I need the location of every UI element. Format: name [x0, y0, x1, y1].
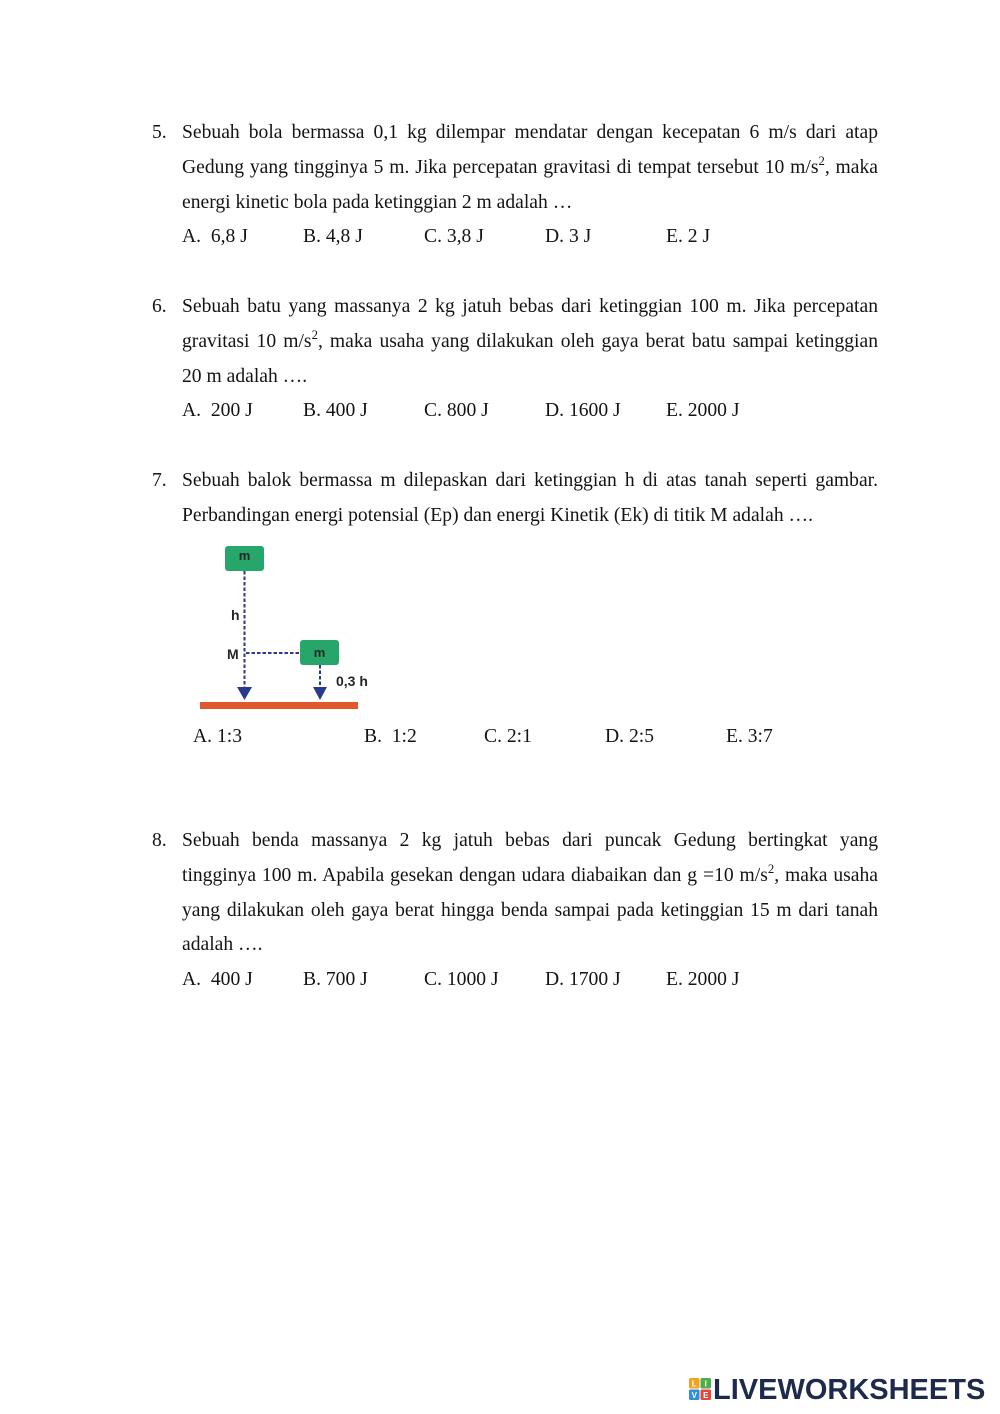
option-e[interactable]: E. 2 J — [666, 226, 711, 248]
ground — [200, 702, 358, 709]
answer-options — [182, 220, 878, 255]
question-number: 5. — [152, 122, 167, 143]
answer-options — [182, 394, 878, 429]
top-block-label: m — [238, 548, 251, 563]
question-text-line: Sebuah benda massanya 2 kg jatuh bebas dari puncak Gedung bertingkat yang — [182, 830, 878, 851]
option-a[interactable]: A. 1:3 — [193, 726, 242, 747]
question-text-line — [182, 859, 878, 894]
side-block-label: m — [313, 645, 326, 660]
height-label: h — [231, 607, 240, 623]
option-c[interactable]: C. 3,8 J — [424, 226, 484, 248]
side-arrowhead — [313, 687, 327, 700]
point-m-label: M — [227, 646, 239, 662]
answer-options — [182, 720, 878, 755]
option-b[interactable]: B. 700 J — [303, 969, 368, 991]
option-e[interactable]: E. 2000 J — [666, 969, 740, 991]
option-a[interactable]: A. 400 J — [182, 969, 253, 991]
question-body — [182, 290, 878, 429]
text-segment: , maka usaha — [774, 864, 878, 886]
option-b[interactable]: B. 1:2 — [364, 726, 417, 747]
option-a[interactable]: A. 200 J — [182, 400, 253, 422]
option-b[interactable]: B. 4,8 J — [303, 226, 363, 248]
side-height-label: 0,3 h — [336, 673, 368, 689]
fall-arrowhead — [237, 687, 252, 700]
energy-diagram — [195, 540, 385, 715]
question-text-line: yang dilakukan oleh gaya berat hingga benda sampai pada ketinggian 15 m dari tanah — [182, 899, 878, 921]
superscript: 2 — [767, 862, 775, 877]
question-text-line: Sebuah balok bermassa m dilepaskan dari ketinggian h di atas tanah seperti gambar. — [182, 470, 878, 491]
logo-tile-letter: E — [703, 1390, 709, 1400]
option-e[interactable]: E. 2000 J — [666, 400, 740, 422]
option-c[interactable]: C. 2:1 — [484, 726, 532, 747]
option-c[interactable]: C. 1000 J — [424, 969, 499, 991]
question-text-line — [182, 325, 878, 360]
option-d[interactable]: D. 1700 J — [545, 969, 621, 991]
question-text-line: Sebuah batu yang massanya 2 kg jatuh bebas dari ketinggian 100 m. Jika percepatan — [182, 296, 878, 317]
question-7 — [152, 464, 878, 764]
text-segment: , maka usaha yang dilakukan oleh gaya berat batu sampai ketinggian — [317, 330, 878, 352]
superscript: 2 — [311, 328, 318, 343]
text-segment: gravitasi 10 m/s — [182, 330, 312, 352]
text-segment: , maka — [824, 156, 878, 178]
question-body — [182, 116, 878, 255]
superscript: 2 — [818, 154, 825, 169]
question-text-line — [182, 151, 878, 186]
question-text-line: energi kinetic bola pada ketinggian 2 m adalah … — [182, 191, 573, 213]
option-a[interactable]: A. 6,8 J — [182, 226, 248, 248]
question-text-line: Sebuah bola bermassa 0,1 kg dilempar mendatar dengan kecepatan 6 m/s dari atap — [182, 122, 878, 143]
question-body — [182, 464, 878, 747]
question-text-line: 20 m adalah …. — [182, 365, 308, 387]
liveworksheets-logo-icon — [689, 1378, 711, 1400]
question-number: 7. — [152, 470, 167, 491]
question-number: 6. — [152, 296, 167, 317]
option-d[interactable]: D. 1600 J — [545, 400, 621, 422]
logo-wordmark: LIVEWORKSHEETS — [713, 1374, 986, 1406]
question-number: 8. — [152, 830, 167, 851]
logo-tile-letter: V — [691, 1390, 697, 1400]
option-d[interactable]: D. 2:5 — [605, 726, 654, 747]
option-c[interactable]: C. 800 J — [424, 400, 489, 422]
question-body — [182, 824, 878, 998]
question-text-line: adalah …. — [182, 934, 263, 956]
option-e[interactable]: E. 3:7 — [726, 726, 773, 747]
question-text-line: Perbandingan energi potensial (Ep) dan energi Kinetik (Ek) di titik M adalah …. — [182, 504, 814, 526]
liveworksheets-logo[interactable] — [689, 1374, 989, 1406]
answer-options — [182, 963, 878, 998]
text-segment: tingginya 100 m. Apabila gesekan dengan udara diabaikan dan g =10 m/s — [182, 864, 768, 886]
text-segment: Gedung yang tingginya 5 m. Jika percepatan gravitasi di tempat tersebut 10 m/s — [182, 156, 819, 178]
logo-tile-letter: I — [704, 1379, 707, 1389]
logo-tile-letter: L — [691, 1379, 697, 1389]
option-d[interactable]: D. 3 J — [545, 226, 592, 248]
option-b[interactable]: B. 400 J — [303, 400, 368, 422]
